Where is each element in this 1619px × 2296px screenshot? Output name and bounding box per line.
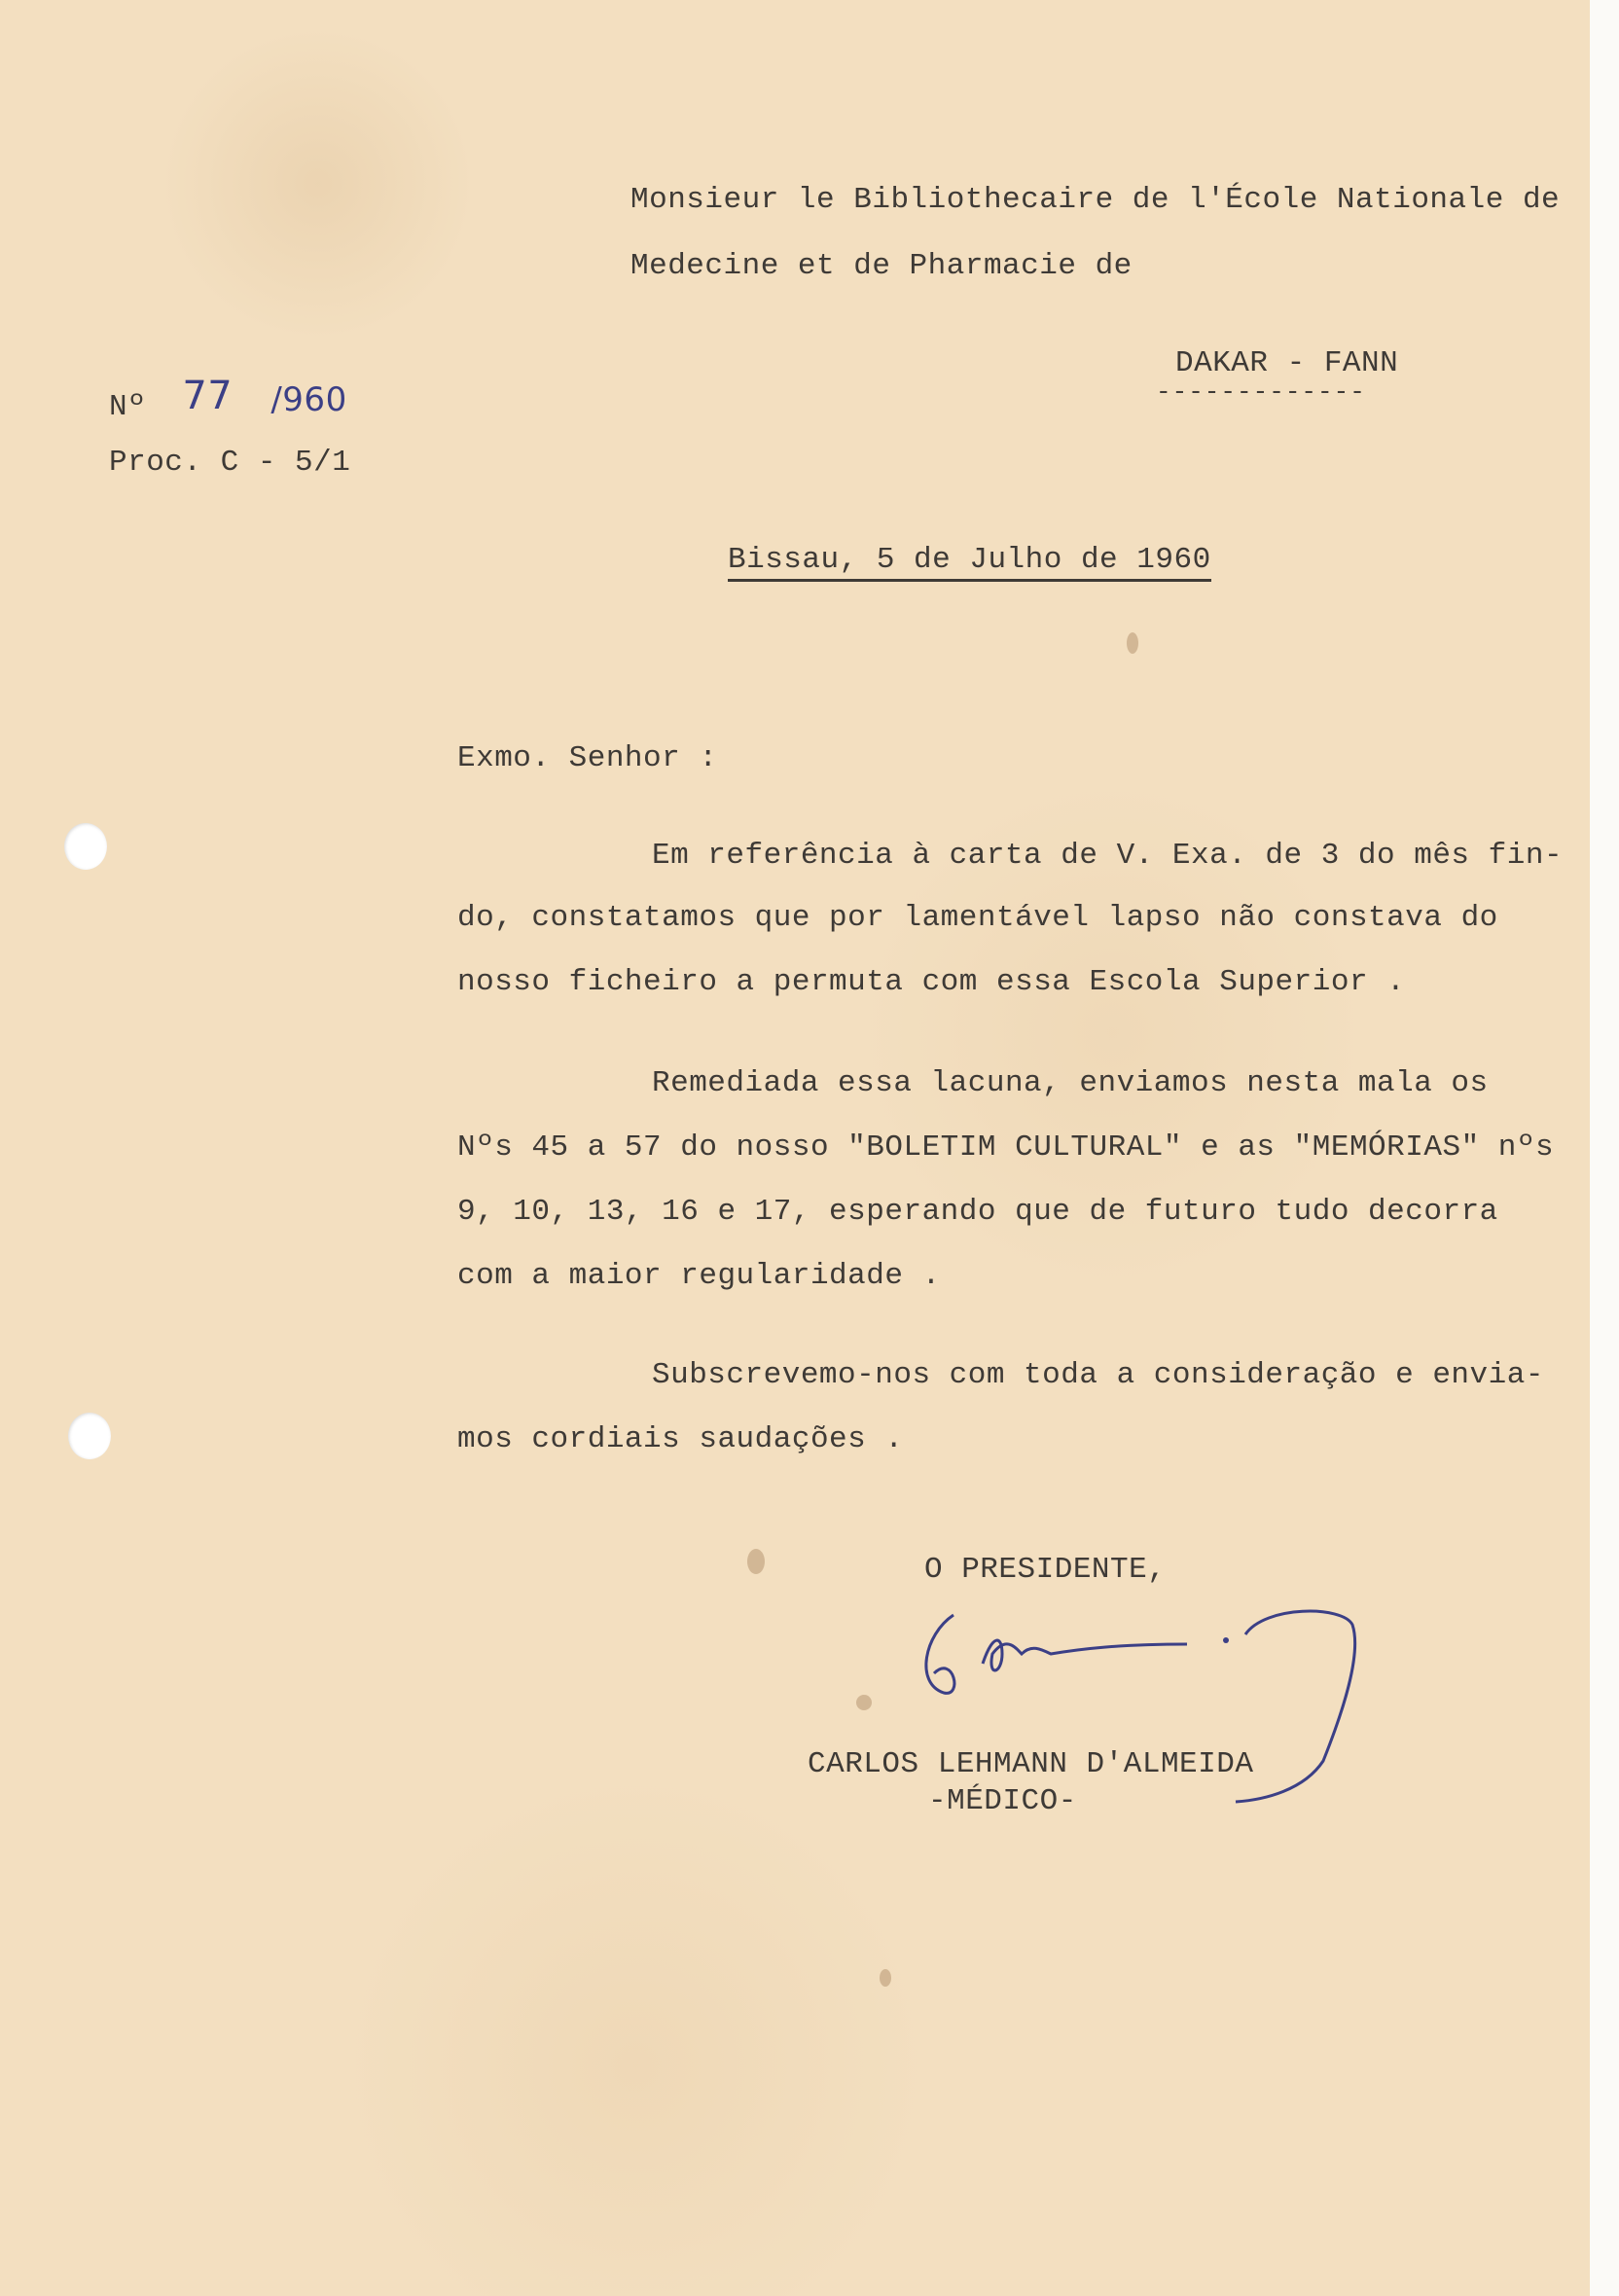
signatory-profession: -MÉDICO- [928, 1784, 1077, 1818]
body-line: nosso ficheiro a permuta com essa Escola Superior . [457, 965, 1406, 999]
body-line: 9, 10, 13, 16 e 17, esperando que de futuro tudo decorra [457, 1195, 1498, 1229]
body-line: Nºs 45 a 57 do nosso "BOLETIM CULTURAL" e as "MEMÓRIAS" nºs [457, 1130, 1555, 1165]
recipient-line-1: Monsieur le Bibliothecaire de l'École Nationale de [630, 183, 1561, 217]
recipient-city: DAKAR - FANN [1175, 346, 1399, 380]
reference-process: Proc. C - 5/1 [109, 446, 351, 480]
recipient-city-underline: ------------- [1156, 377, 1366, 407]
reference-number-prefix: Nº [109, 390, 147, 424]
reference-number-handwritten: 77 [182, 374, 234, 418]
ink-stain [856, 1695, 872, 1710]
recipient-line-2: Medecine et de Pharmacie de [630, 249, 1133, 283]
reference-number [109, 374, 347, 424]
body-line: Em referência à carta de V. Exa. de 3 do mês fin- [652, 839, 1564, 873]
salutation: Exmo. Senhor : [457, 741, 718, 775]
punch-hole-top [64, 823, 107, 870]
body-line: Remediada essa lacuna, enviamos nesta mala os [652, 1066, 1489, 1100]
body-line: com a maior regularidade . [457, 1259, 941, 1293]
reference-number-year: /960 [270, 380, 347, 419]
letter-date: Bissau, 5 de Julho de 1960 [728, 543, 1211, 582]
body-line: do, constatamos que por lamentável lapso não constava do [457, 901, 1498, 935]
ink-stain [747, 1549, 765, 1574]
ink-stain [1127, 632, 1138, 654]
punch-hole-bottom [68, 1413, 111, 1459]
closing-title: O PRESIDENTE, [924, 1553, 1167, 1587]
ink-stain [880, 1969, 891, 1987]
body-line: mos cordiais saudações . [457, 1422, 904, 1456]
body-line: Subscrevemo-nos com toda a consideração e envia- [652, 1358, 1544, 1392]
signatory-name: CARLOS LEHMANN D'ALMEIDA [808, 1747, 1254, 1781]
scan-margin [1590, 0, 1619, 2296]
